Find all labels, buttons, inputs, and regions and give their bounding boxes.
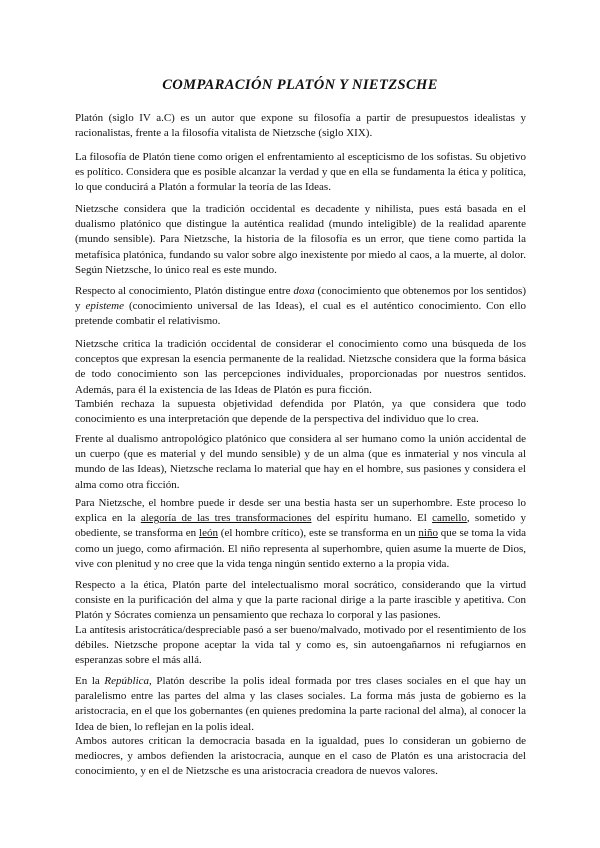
- paragraph-knowledge-nietzsche: Nietzsche critica la tradición occidental de considerar el conocimiento como una búsqueda de los conceptos que expresan la esencia permanente de la realidad. Nietzsche considera que la forma básica de todo conocimiento son las percepciones individuales, proporcionadas por nuestros sentidos. Además, para él la existencia de las Ideas de Platón es pura ficción.: [75, 338, 526, 396]
- term-episteme: episteme: [85, 300, 124, 313]
- page-title: COMPARACIÓN PLATÓN Y NIETZSCHE: [162, 77, 438, 93]
- paragraph-knowledge-plato: Respecto al conocimiento, Platón distingue entre doxa (conocimiento que obtenemos por los sentidos) y episteme (conocimiento universal de las Ideas), el cual es el auténtico conocimiento. Con ello pretende combatir el relativismo.: [75, 285, 527, 328]
- term-child: niño: [418, 527, 438, 540]
- paragraph-antithesis: La antítesis aristocrática/despreciable pasó a ser bueno/malvado, motivado por el resentimiento de los débiles. Nietzsche propone aceptar la vida tal y como es, sin autoengañarnos ni refugiarnos en esperanzas sobre el más allá.: [75, 624, 526, 667]
- term-camel: camello: [432, 512, 467, 525]
- paragraph-anthropology: Frente al dualismo antropológico platónico que considera al ser humano como la unión accidental de un cuerpo (que es material y del mundo sensible) y de un alma (que es inmaterial y nos vincula al mundo de las Ideas), Nietzsche reclama lo material que hay en el hombre, sus pasiones y considera el alma como otra ficción.: [75, 433, 526, 491]
- paragraph-aristocracy: Ambos autores critican la democracia basada en la igualdad, pues lo consideran un gobierno de mediocres, y ambos defienden la aristocracia, aunque en el caso de Platón es una aristocracia del conocimiento, y en el de Nietzsche es una aristocracia creadora de nuevos valores.: [75, 735, 526, 778]
- paragraph-superman: Para Nietzsche, el hombre puede ir desde ser una bestia hasta ser un superhombre. Este proceso lo explica en la alegoría de las tres transformaciones del espíritu humano. El camello, sometido y obediente, se transforma en león (el hombre crítico), este se transforma en un niño que se toma la vida como un juego, como afirmación. El niño representa al superhombre, quien asume la muerte de Dios, vive con plenitud y no cree que la vida tenga ningún sentido externo a la propia vida.: [75, 497, 527, 570]
- term-doxa: doxa: [293, 285, 315, 297]
- term-republic: República: [104, 675, 150, 687]
- term-allegory: alegoría de las tres transformaciones: [140, 512, 312, 525]
- paragraph-republic: En la República, Platón describe la polis ideal formada por tres clases sociales en el que hay un paralelismo entre las partes del alma y las clases sociales. La forma más justa de gobierno es la aristocracia, en el que los gobernantes (en quienes predomina la parte racional del alma), al conocer la Idea de bien, lo reflejan en la polis ideal.: [75, 675, 526, 733]
- paragraph-nietzsche-tradition: Nietzsche considera que la tradición occidental es decadente y nihilista, pues está basada en el dualismo platónico que distingue la auténtica realidad (mundo inteligible) de la realidad aparente (mundo sensible). Para Nietzsche, la historia de la filosofía es un error, que tiene como partida la metafísica platónica, fundando su valor sobre algo inexistente por miedo al caos, a la muerte, al dolor. Según Nietzsche, lo único real es este mundo.: [75, 203, 526, 276]
- paragraph-intro: Platón (siglo IV a.C) es un autor que expone su filosofía a partir de presupuestos idealistas y racionalistas, frente a la filosofía vitalista de Nietzsche (siglo XIX).: [75, 112, 526, 140]
- paragraph-ethics: Respecto a la ética, Platón parte del intelectualismo moral socrático, considerando que la virtud consiste en la purificación del alma y que la parte racional dirige a la parte irascible y apetitiva. Con Platón y Sócrates comienza un pensamiento que rechaza lo corporal y las pasiones.: [75, 579, 526, 622]
- term-lion: león: [199, 527, 218, 540]
- paragraph-plato-origin: La filosofía de Platón tiene como origen el enfrentamiento al escepticismo de los sofistas. Su objetivo es político. Considera que es posible alcanzar la verdad y que en ella se fundamenta la ética y política, lo que conducirá a Platón a formular la teoría de las Ideas.: [75, 151, 526, 194]
- paragraph-objectivity: También rechaza la supuesta objetividad defendida por Platón, ya que considera que todo conocimiento es una interpretación que depende de la perspectiva del individuo que lo crea.: [75, 398, 526, 426]
